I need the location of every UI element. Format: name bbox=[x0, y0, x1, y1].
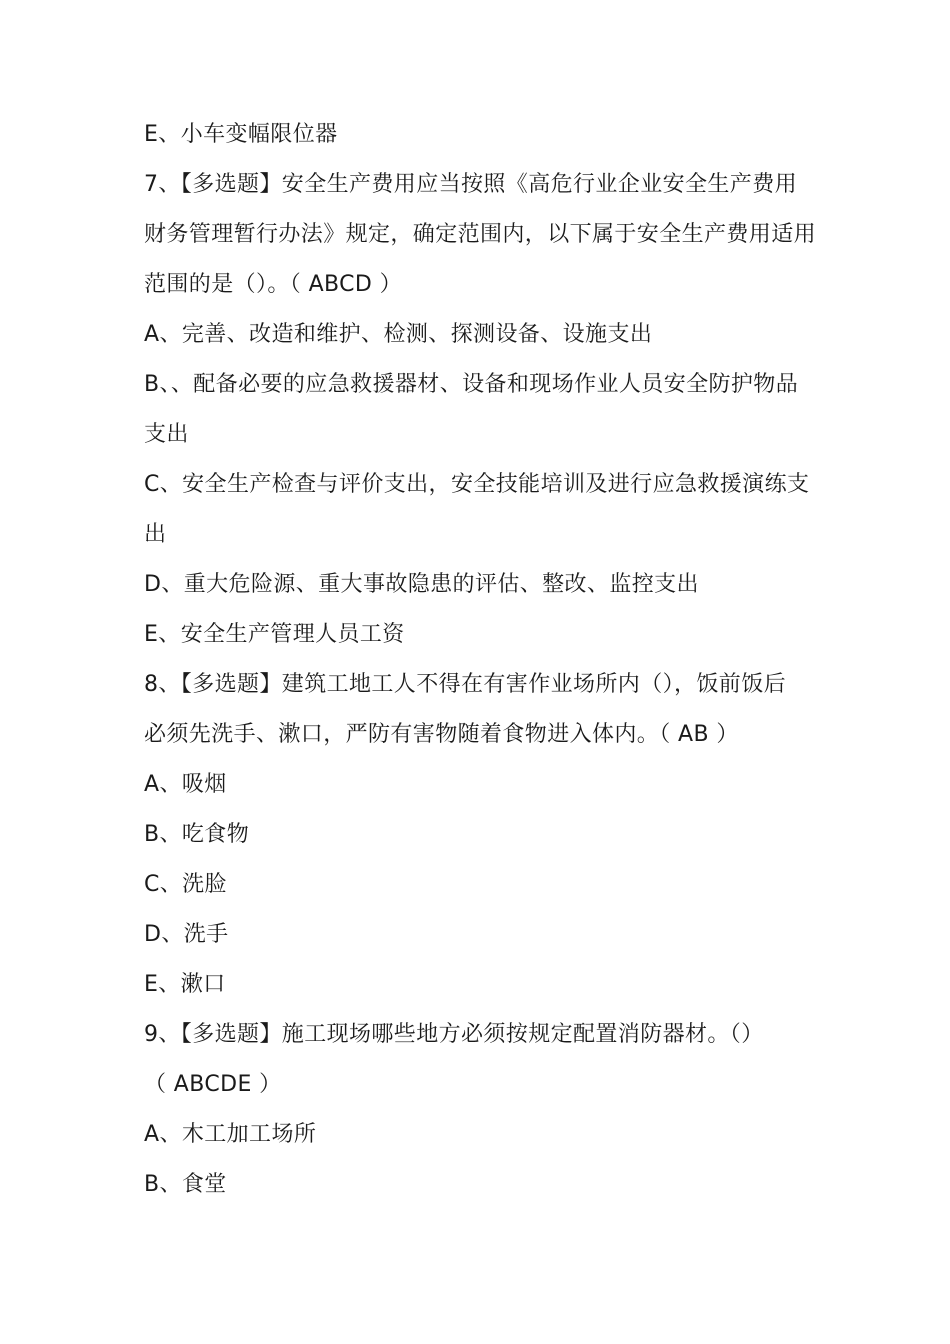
question-9-line-1: 9、【多选题】施工现场哪些地方必须按规定配置消防器材。（） bbox=[144, 1022, 764, 1047]
option-d-q7: D、重大危险源、重大事故隐患的评估、整改、监控支出 bbox=[144, 572, 699, 597]
option-c-q7-line-2: 出 bbox=[144, 522, 167, 547]
option-c-q7-line-1: C、安全生产检查与评价支出，安全技能培训及进行应急救援演练支 bbox=[144, 472, 810, 497]
option-e-q8: E、漱口 bbox=[144, 972, 226, 997]
question-7-line-3: 范围的是（）。（ ABCD ） bbox=[144, 272, 403, 297]
option-d-q8: D、洗手 bbox=[144, 922, 229, 947]
question-7-line-2: 财务管理暂行办法》规定，确定范围内，以下属于安全生产费用适用 bbox=[144, 222, 817, 247]
option-b-q9: B、食堂 bbox=[144, 1172, 227, 1197]
question-8-line-1: 8、【多选题】建筑工地工人不得在有害作业场所内（），饭前饭后 bbox=[144, 672, 786, 697]
question-7-line-1: 7、【多选题】安全生产费用应当按照《高危行业企业安全生产费用 bbox=[144, 172, 797, 197]
option-b-q8: B、吃食物 bbox=[144, 822, 250, 847]
option-a-q7: A、完善、改造和维护、检测、探测设备、设施支出 bbox=[144, 322, 653, 347]
option-e-q6: E、小车变幅限位器 bbox=[144, 122, 338, 147]
option-a-q8: A、吸烟 bbox=[144, 772, 227, 797]
option-c-q8: C、洗脸 bbox=[144, 872, 227, 897]
question-8-line-2: 必须先洗手、漱口，严防有害物随着食物进入体内。（ AB ） bbox=[144, 722, 739, 747]
option-e-q7: E、安全生产管理人员工资 bbox=[144, 622, 405, 647]
option-b-q7-line-2: 支出 bbox=[144, 422, 189, 447]
option-b-q7-line-1: B、、配备必要的应急救援器材、设备和现场作业人员安全防护物品 bbox=[144, 372, 799, 397]
option-a-q9: A、木工加工场所 bbox=[144, 1122, 317, 1147]
question-9-line-2: （ ABCDE ） bbox=[144, 1072, 282, 1097]
